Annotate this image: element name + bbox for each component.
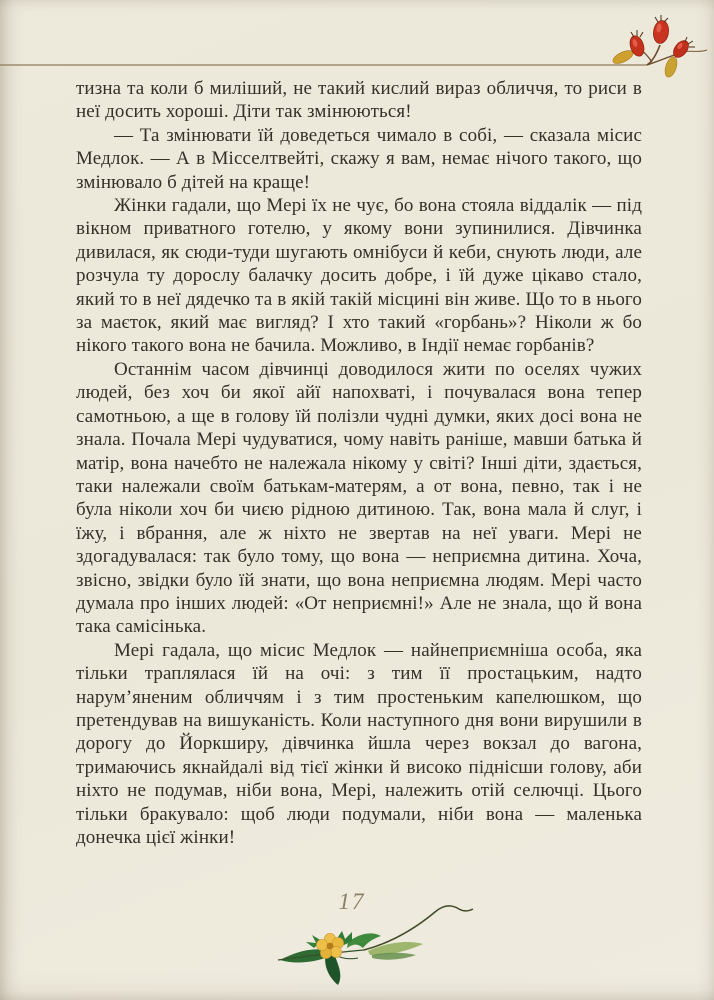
page-text [76,77,642,849]
paragraph: Мері гадала, що місис Медлок — найнеприємніша особа, яка тільки траплялася їй на очі: з тим її простацьким, надто нарум’яненим обличчям і з тим простеньким капелюшком, що претендував на вишуканість. Коли наступного дня вони вирушили в дорогу до Йоркширу, дівчинка йшла через вокзал до вагона, тримаючись якнайдалі від тієї жінки й високо піднісши голову, аби ніхто не подумав, ніби вона, Мері, належить отій селючці. Цього тільки бракувало: щоб люди подумали, ніби вона — маленька донечка цієї жінки! [76,639,642,848]
paragraph: Останнім часом дівчинці доводилося жити по оселях чужих людей, без хоч би якої айї напохваті, і почувалася вона тепер самотньою, а ще в голову їй полізли чудні думки, яких досі вона не знала. Почала Мері чудуватися, чому навіть раніше, мавши батька й матір, вона начебто не належала нікому у світі? Інші діти, здається, таки належали своїм батькам-матерям, а от вона, певно, так і не була ніколи хоч би чиєю рідною дитиною. Так, вона мала й слуг, і їжу, і вбрання, але ж ніхто не звертав на неї уваги. Мері не здогадувалася: так було тому, що вона — неприємна дитина. Хоча, звісно, звідки було їй знати, що вона неприємна людям. Мері часто думала про інших людей: «От неприємні!» Але не знала, що й вона така самісінька. [76,358,642,638]
paragraph: тизна та коли б миліший, не такий кислий вираз обличчя, то риси в неї досить хороші. Діти так змінюються! [76,78,642,123]
paragraph: Жінки гадали, що Мері їх не чує, бо вона стояла віддалік — під вікном приватного готелю, у якому вони зупинилися. Дівчинка дивилася, як сюди-туди шугають омнібуси й кеби, снують люди, але розчула ту дорослу балачку досить добре, і їй дуже цікаво стало, який то в неї дядечко та в якій такій місцині він живе. Що то в нього за маєток, який має вигляд? І хто такий «горбань»? Ніколи ж бо нікого такого вона не бачила. Можливо, в Індії немає горбанів? [76,195,642,357]
flower-sprig-icon [268,898,480,990]
paragraph: — Та змінювати їй доведеться чимало в собі, — сказала місис Медлок. — А в Місселтвейті, скажу я вам, немає нічого такого, що змінювало б дітей на краще! [76,124,642,193]
page-number: 17 [338,889,366,914]
